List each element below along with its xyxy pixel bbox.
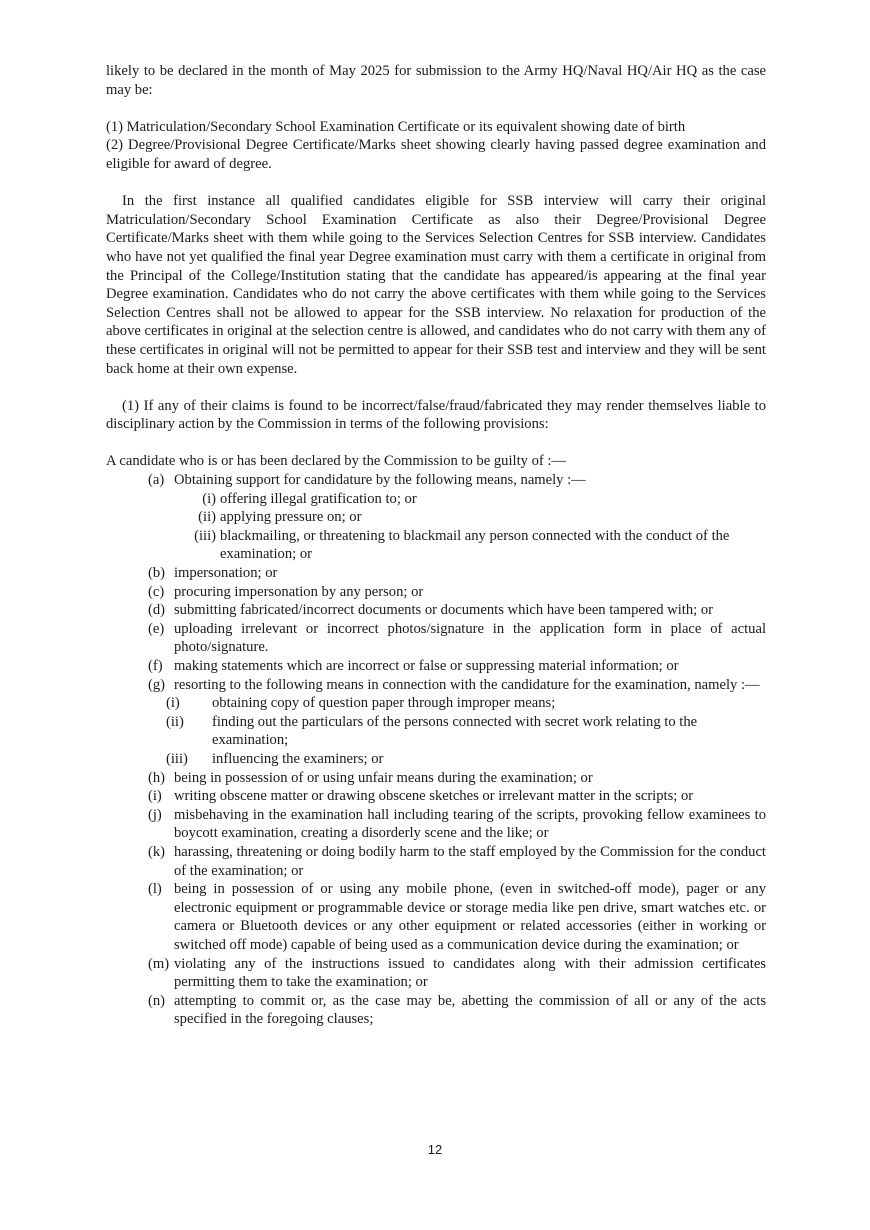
clause-a [106,471,766,490]
clause-g [106,676,766,695]
clause-text: procuring impersonation by any person; or [174,583,424,600]
sub-text: offering illegal gratification to; or [220,490,417,507]
clause-g-sub-i [106,694,766,713]
clause-marker: (b) [148,565,166,582]
clause-text: Obtaining support for candidature by the following means, namely :— [174,472,586,489]
clause-marker: (k) [148,843,166,860]
clause-text: resorting to the following means in connection with the candidature for the examination, namely :— [174,676,760,693]
clause-marker: (c) [148,583,165,600]
clause-text: uploading irrelevant or incorrect photos/signature in the application form in place of actual photo/signature. [174,620,766,656]
clause-text: misbehaving in the examination hall including tearing of the scripts, provoking fellow examinees to boycott examination, creating a disorderly scene and the like; or [174,806,766,842]
sub-marker: (i) [166,695,180,712]
clause-f [106,657,766,676]
clause-b [106,564,766,583]
sub-text: influencing the examiners; or [212,750,384,767]
sub-text: obtaining copy of question paper through improper means; [212,695,556,712]
clause-i [106,787,766,806]
document-page [106,62,766,1029]
clause-text: being in possession of or using unfair means during the examination; or [174,769,593,786]
instructions-paragraph: In the first instance all qualified candidates eligible for SSB interview will carry their original Matriculation/Secondary School Examination Certificate as also their Degree/Provisional Degree Certificate/Marks sheet with them while going to the Services Selection Centres for SSB interview. Candidates who have not yet qualified the final year Degree examination must carry with them a certificate in original from the Principal of the College/Institution stating that the candidate has appeared/is appearing at the final year Degree examination. Candidates who do not carry the above certificates with them while going to the Services Selection Centres shall not be allowed to appear for the SSB interview. No relaxation for production of the above certificates in original at the selection centre is allowed, and candidates who do not carry with them any of these certificates in original will not be permitted to appear for their SSB test and interview and they will be sent back home at their own expense. [106,193,766,377]
clause-c [106,583,766,602]
clause-marker: (h) [148,769,166,786]
clause-k [106,843,766,880]
clause-a-sub-iii [106,527,766,564]
sub-text: applying pressure on; or [220,509,362,526]
clause-text: attempting to commit or, as the case may be, abetting the commission of all or any of the acts specified in the foregoing clauses; [174,992,766,1028]
clause-marker: (j) [148,806,162,823]
clause-a-sub-ii [106,508,766,527]
clause-d [106,601,766,620]
sub-marker: (iii) [166,750,188,767]
clause-text: impersonation; or [174,565,278,582]
spacer [106,174,766,193]
clause-a-sub-i [106,490,766,509]
spacer [106,434,766,453]
clause-text: making statements which are incorrect or false or suppressing material information; or [174,658,679,674]
sub-text: finding out the particulars of the persons connected with secret work relating to the examination; [212,713,698,749]
clause-text: violating any of the instructions issued to candidates along with their admission certificates permitting them to take the examination; or [174,955,766,991]
clause-text: harassing, threatening or doing bodily harm to the staff employed by the Commission for the conduct of the examination; or [174,843,766,879]
clause-marker: (e) [148,620,165,637]
certificate-item-2: (2) Degree/Provisional Degree Certificate/Marks sheet showing clearly having passed degree examination and eligible for award of degree. [106,137,766,172]
clause-text: being in possession of or using any mobile phone, (even in switched-off mode), pager or any electronic equipment or programmable device or storage media like pen drive, smart watches etc. or camera or Bluetooth devices or any other equipment or related accessories (either in working or switched off mode) capable of being used as a communication device during the examination; or [174,881,766,953]
clause-j [106,806,766,843]
spacer [106,99,766,118]
clause-text: submitting fabricated/incorrect documents or documents which have been tampered with; or [174,602,713,619]
clause-marker: (g) [148,676,166,693]
spacer [106,378,766,397]
claims-paragraph: (1) If any of their claims is found to be incorrect/false/fraud/fabricated they may render themselves liable to disciplinary action by the Commission in terms of the following provisions: [106,397,766,433]
guilty-intro: A candidate who is or has been declared by the Commission to be guilty of :— [106,453,567,470]
clause-marker: (m) [148,955,170,972]
sub-marker: (i) [202,490,216,507]
clause-text: writing obscene matter or drawing obscene sketches or irrelevant matter in the scripts; or [174,788,694,805]
sub-marker: (iii) [194,527,216,544]
clause-g-sub-iii [106,750,766,769]
clause-marker: (n) [148,992,166,1009]
certificate-item-1: (1) Matriculation/Secondary School Examination Certificate or its equivalent showing date of birth [106,118,686,135]
sub-marker: (ii) [198,509,216,526]
clause-e [106,620,766,657]
clause-marker: (i) [148,788,162,805]
clause-marker: (f) [148,658,163,674]
clause-marker: (d) [148,602,166,619]
sub-marker: (ii) [166,713,184,730]
clause-marker: (a) [148,472,165,489]
page-number: 12 [427,1142,443,1157]
clause-m [106,955,766,992]
clause-l [106,880,766,954]
clause-h [106,769,766,788]
intro-paragraph: likely to be declared in the month of May 2025 for submission to the Army HQ/Naval HQ/Air HQ as the case may be: [106,63,766,98]
sub-text: blackmailing, or threatening to blackmail any person connected with the conduct of the examination; or [220,527,730,563]
clause-marker: (l) [148,881,162,898]
clause-n [106,992,766,1029]
clause-g-sub-ii [106,713,766,750]
